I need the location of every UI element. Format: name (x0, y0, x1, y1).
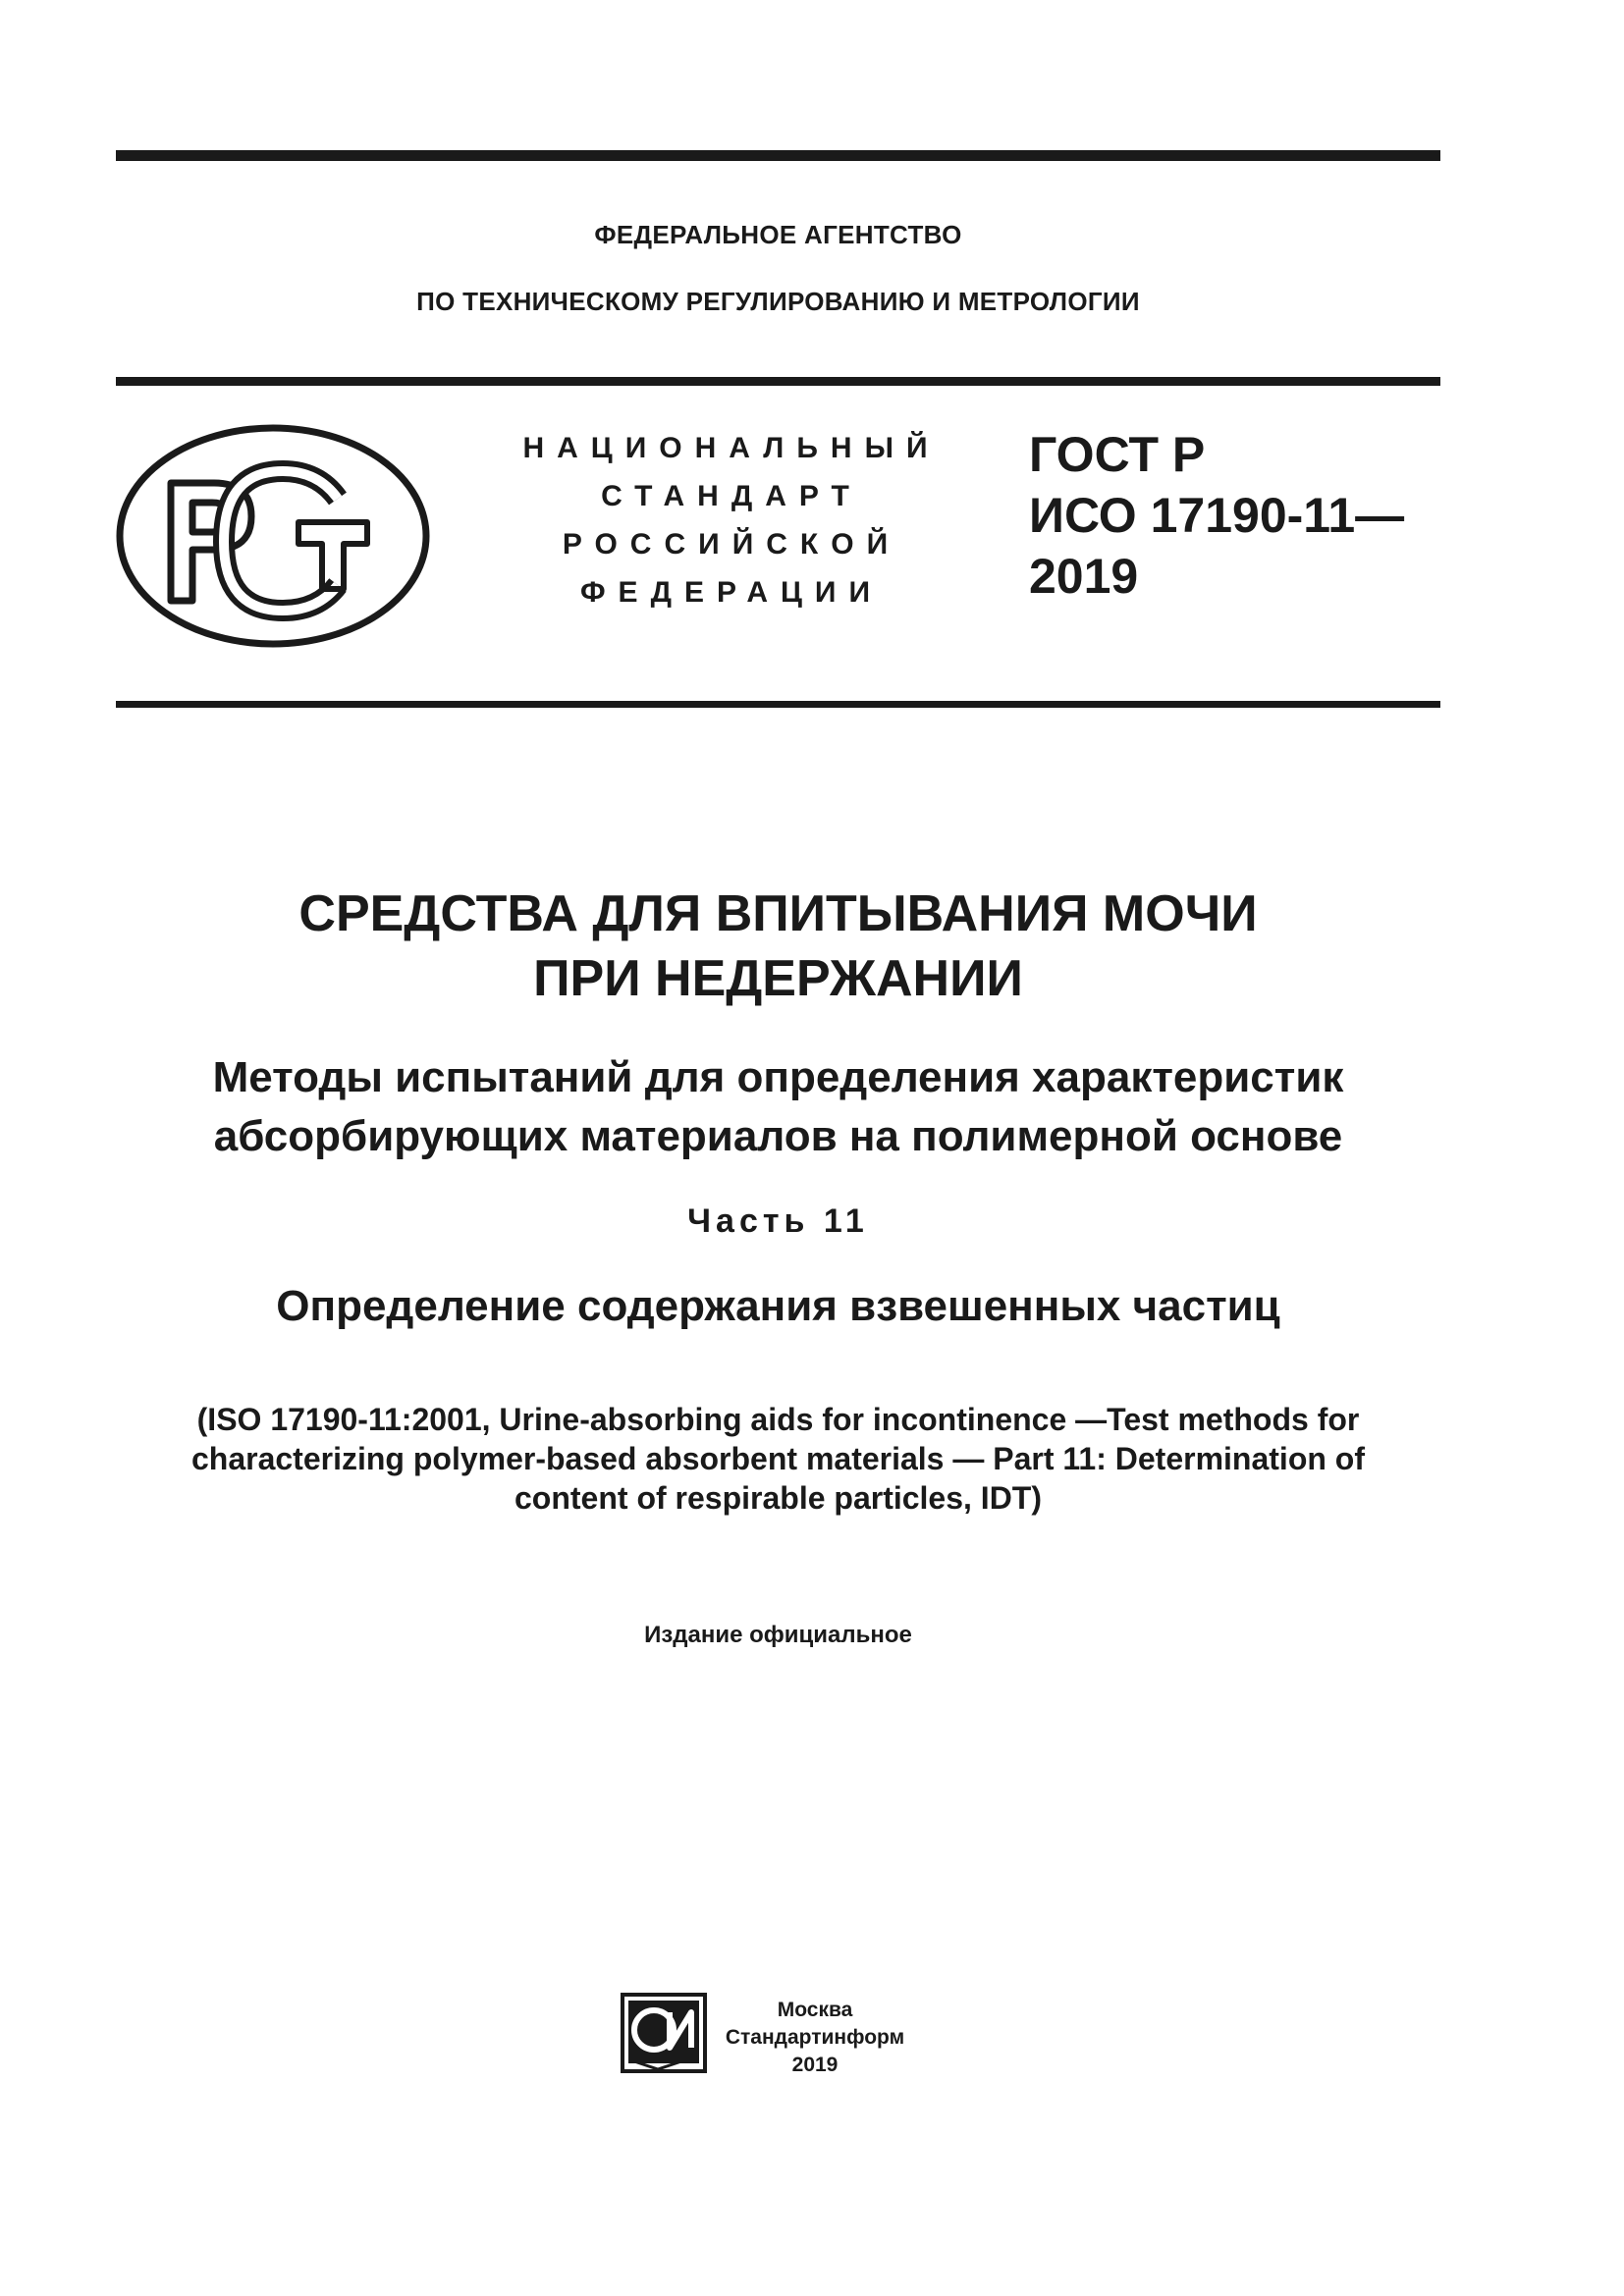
designation-line: 2019 (1029, 549, 1139, 604)
agency-line-1: ФЕДЕРАЛЬНОЕ АГЕНТСТВО (594, 220, 962, 249)
national-line: ФЕДЕРАЦИИ (579, 576, 884, 609)
national-standard-label (501, 424, 962, 616)
rst-logo-icon (114, 422, 432, 650)
main-title-line: ПРИ НЕДЕРЖАНИИ (533, 950, 1023, 1007)
iso-reference-line: (ISO 17190-11:2001, Urine-absorbing aids for incontinence —Test methods for (196, 1402, 1360, 1437)
middle-rule (116, 377, 1440, 386)
publisher-city: Москва (777, 1999, 853, 2021)
top-rule (116, 150, 1440, 161)
publisher-block (717, 1997, 913, 2079)
bottom-rule (116, 701, 1440, 708)
national-line: СТАНДАРТ (601, 480, 862, 512)
iso-reference-line: characterizing polymer-based absorbent materials — Part 11: Determination of (190, 1441, 1365, 1476)
subtitle-line: Методы испытаний для определения характеристик (212, 1053, 1344, 1101)
iso-reference-line: content of respirable particles, IDT) (514, 1480, 1042, 1516)
national-line: НАЦИОНАЛЬНЫЙ (522, 432, 941, 464)
main-title-line: СРЕДСТВА ДЛЯ ВПИТЫВАНИЯ МОЧИ (298, 885, 1258, 942)
main-title (116, 881, 1440, 1011)
iso-reference (116, 1400, 1440, 1518)
national-line: РОССИЙСКОЙ (562, 528, 901, 561)
publisher-name: Стандартинформ (725, 2026, 905, 2049)
subtitle-line: абсорбирующих материалов на полимерной основе (213, 1112, 1343, 1160)
agency-line-2: ПО ТЕХНИЧЕСКОМУ РЕГУЛИРОВАНИЮ И МЕТРОЛОГИИ (416, 287, 1140, 316)
publisher-year: 2019 (791, 2054, 839, 2076)
designation-line: ИСО 17190-11— (1029, 488, 1405, 543)
standard-designation (1029, 424, 1404, 607)
part-title: Определение содержания взвешенных частиц (276, 1282, 1280, 1330)
designation-line: ГОСТ Р (1029, 427, 1206, 482)
edition-label: Издание официальное (644, 1622, 912, 1648)
standartinform-logo-icon (619, 1991, 709, 2075)
subtitle (116, 1048, 1440, 1166)
part-number: Часть 11 (687, 1202, 869, 1240)
